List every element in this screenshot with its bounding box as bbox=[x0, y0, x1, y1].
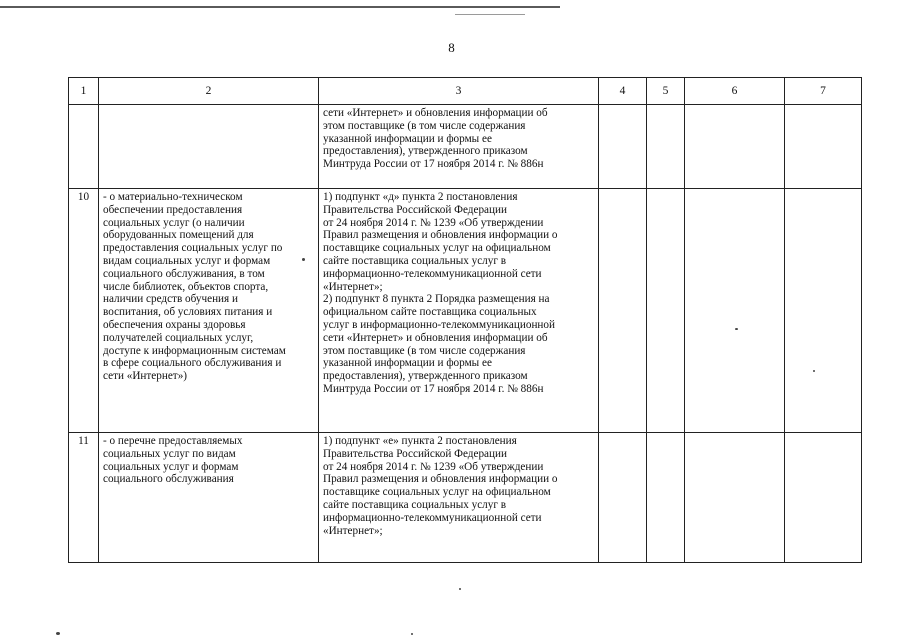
empty-cell bbox=[647, 189, 685, 433]
scan-artifact-line-short bbox=[455, 14, 525, 15]
table-row bbox=[69, 105, 862, 189]
row-number-cell: 11 bbox=[69, 433, 99, 563]
scan-speck bbox=[302, 258, 305, 261]
scan-speck bbox=[735, 328, 738, 330]
row-number-cell: 10 bbox=[69, 189, 99, 433]
table-row bbox=[69, 189, 862, 433]
table-row bbox=[69, 433, 862, 563]
column-header: 7 bbox=[785, 78, 862, 105]
legal-basis-cell: 1) подпункт «е» пункта 2 постановления Правительства Российской Федерации от 24 ноября 2014 г. № 1239 «Об утверждении Правил размещения и обновления информации о поставщике социальных услуг на официальном сайте поставщика социальных услуг в информационно-телекоммуникационной сети «Интернет»; bbox=[319, 433, 599, 563]
empty-cell bbox=[685, 189, 785, 433]
empty-cell bbox=[599, 433, 647, 563]
column-header: 6 bbox=[685, 78, 785, 105]
column-header: 3 bbox=[319, 78, 599, 105]
column-header: 5 bbox=[647, 78, 685, 105]
row-number-cell bbox=[69, 105, 99, 189]
scan-speck bbox=[411, 633, 413, 635]
empty-cell bbox=[647, 105, 685, 189]
scan-artifact-line bbox=[0, 6, 560, 8]
info-type-cell: - о перечне предоставляемых социальных услуг по видам социальных услуг и формам социального обслуживания bbox=[99, 433, 319, 563]
info-type-cell: - о материально-техническом обеспечении предоставления социальных услуг (о наличии оборудованных помещений для предоставления социальных услуг по видам социальных услуг и формам социального обслуживания, в том числе библиотек, объектов спорта, наличии средств обучения и воспитания, об условиях питания и обеспечения охраны здоровья получателей социальных услуг, доступе к информационным системам в сфере социального обслуживания и сети «Интернет») bbox=[99, 189, 319, 433]
scan-speck bbox=[56, 632, 60, 635]
empty-cell bbox=[785, 189, 862, 433]
scan-speck bbox=[813, 370, 815, 372]
column-header: 2 bbox=[99, 78, 319, 105]
requirements-table bbox=[68, 77, 862, 563]
scan-speck bbox=[459, 588, 461, 590]
page-number: 8 bbox=[448, 40, 455, 55]
empty-cell bbox=[599, 189, 647, 433]
empty-cell bbox=[685, 105, 785, 189]
empty-cell bbox=[785, 105, 862, 189]
empty-cell bbox=[685, 433, 785, 563]
empty-cell bbox=[647, 433, 685, 563]
legal-basis-cell: сети «Интернет» и обновления информации об этом поставщике (в том числе содержания указанной информации и формы ее предоставления), утвержденного приказом Минтруда России от 17 ноября 2014 г. № 886н bbox=[319, 105, 599, 189]
info-type-cell bbox=[99, 105, 319, 189]
table-header-row bbox=[69, 78, 862, 105]
legal-basis-cell: 1) подпункт «д» пункта 2 постановления Правительства Российской Федерации от 24 ноября 2014 г. № 1239 «Об утверждении Правил размещения и обновления информации о поставщике социальных услуг на официальном сайте поставщика социальных услуг в информационно-телекоммуникационной сети «Интернет»; 2) подпункт 8 пункта 2 Порядка размещения на официальном сайте поставщика социальных услуг в информационно-телекоммуникационной сети «Интернет» и обновления информации об этом поставщике (в том числе содержания указанной информации и формы ее предоставления), утвержденного приказом Минтруда России от 17 ноября 2014 г. № 886н bbox=[319, 189, 599, 433]
empty-cell bbox=[785, 433, 862, 563]
empty-cell bbox=[599, 105, 647, 189]
column-header: 4 bbox=[599, 78, 647, 105]
column-header: 1 bbox=[69, 78, 99, 105]
